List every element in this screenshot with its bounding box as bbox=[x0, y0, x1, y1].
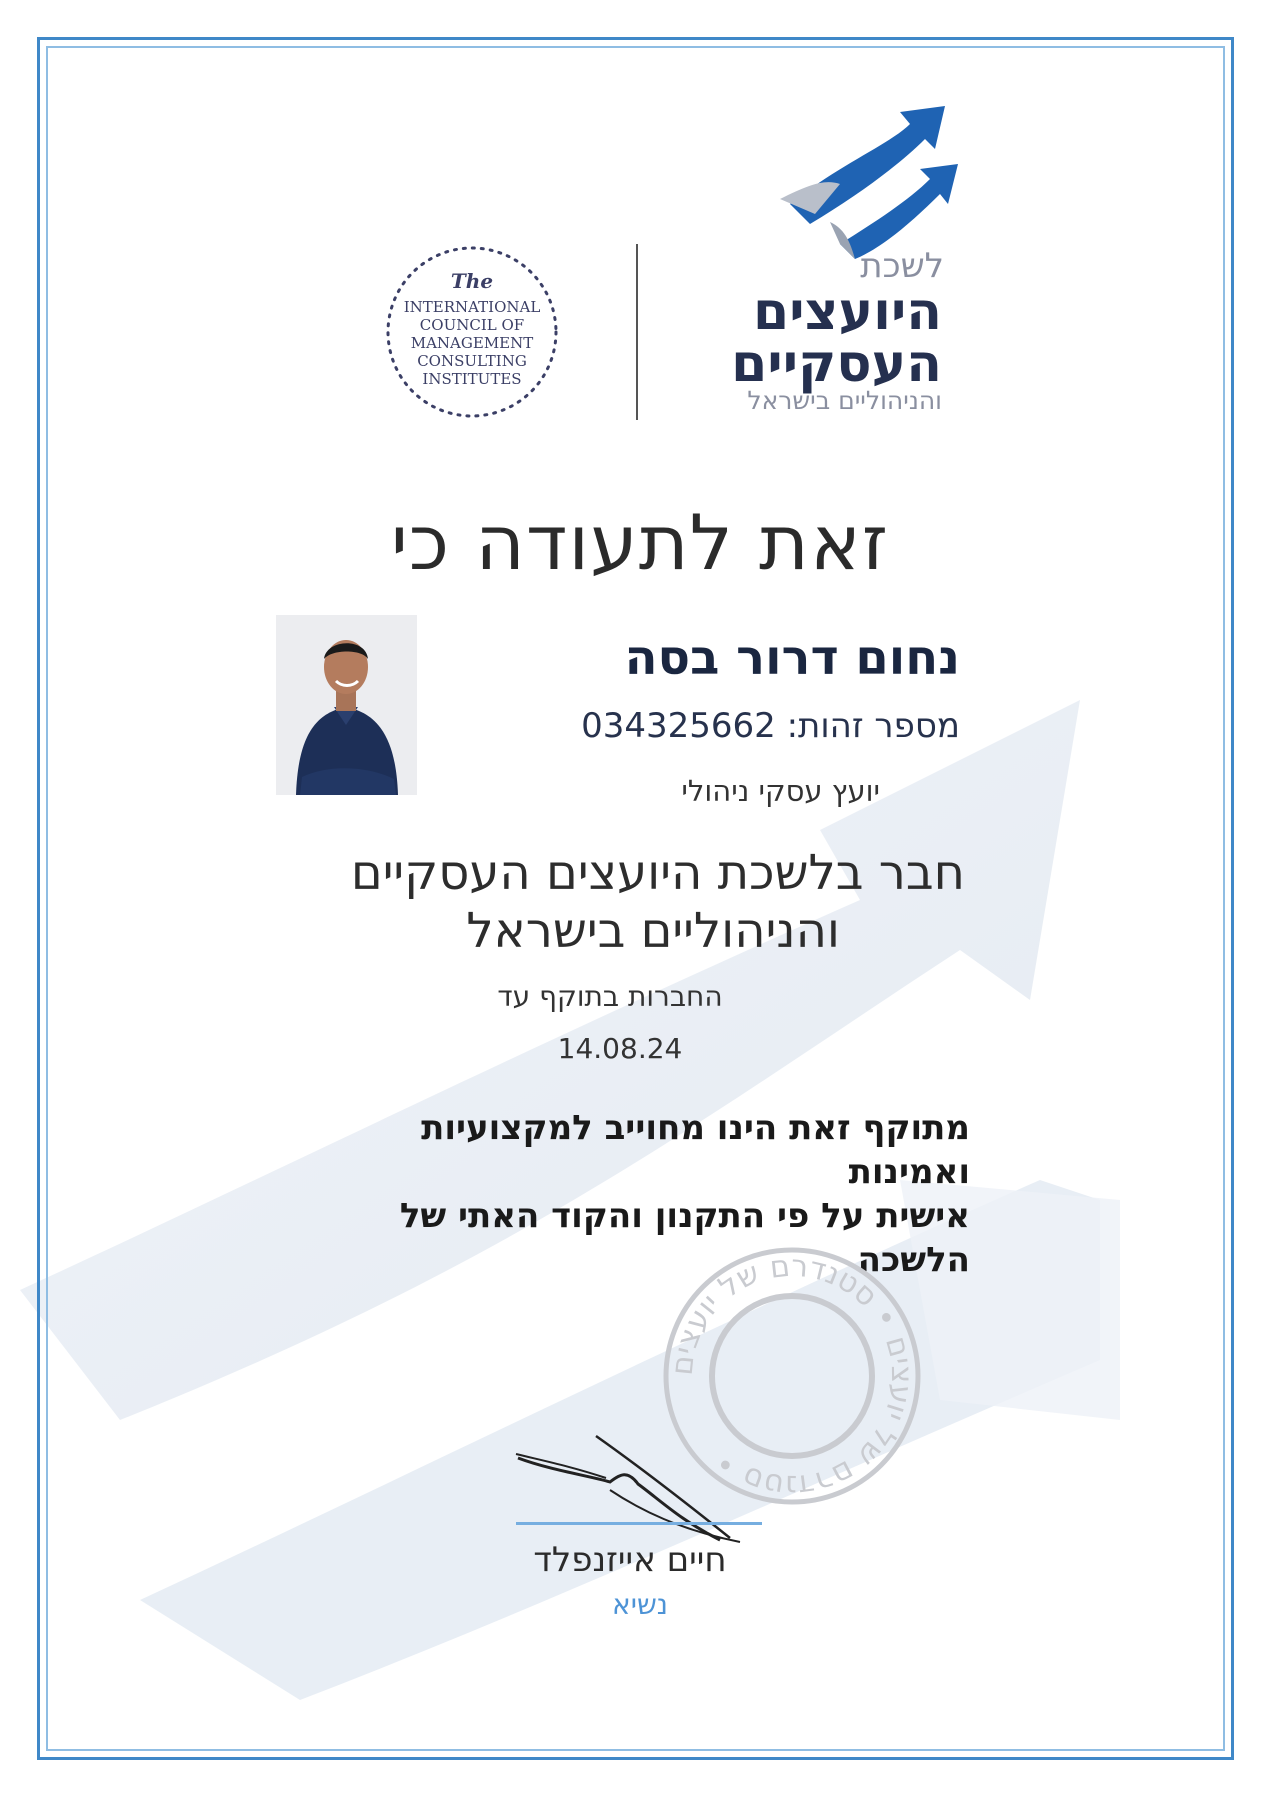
icmci-the-text: The bbox=[450, 269, 494, 293]
chamber-logo-line-4: והניהוליים בישראל bbox=[747, 386, 942, 415]
icmci-line-2: COUNCIL OF bbox=[419, 316, 525, 334]
id-number: 034325662 bbox=[581, 706, 776, 746]
icmci-line-4: CONSULTING bbox=[417, 352, 527, 370]
stamp-ring-text: סטנדרם של יועצים • סטנדרם של יועצים • bbox=[664, 1248, 920, 1504]
signature-line bbox=[516, 1522, 762, 1525]
icmci-seal-logo bbox=[382, 244, 562, 420]
membership-line-1: חבר בלשכת היועצים העסקיים bbox=[350, 845, 965, 901]
logo-divider bbox=[636, 244, 638, 420]
chamber-arrow-logo-icon bbox=[770, 104, 960, 264]
signature-scribble bbox=[510, 1430, 770, 1550]
chamber-logo-line-2: היועצים bbox=[753, 282, 942, 342]
commitment-line-1: מתוקף זאת הינו מחוייב למקצועיות ואמינות bbox=[421, 1108, 970, 1192]
icmci-line-3: MANAGEMENT bbox=[410, 334, 534, 352]
validity-date: 14.08.24 bbox=[557, 1032, 683, 1065]
member-name: נחום דרור בסה bbox=[624, 630, 960, 686]
membership-line-2: והניהוליים בישראל bbox=[466, 903, 840, 959]
member-photo bbox=[276, 615, 417, 795]
signer-name: חיים אייזנפלד bbox=[533, 1540, 727, 1580]
membership-statement bbox=[250, 844, 965, 960]
commitment-line-2: אישית על פי התקנון והקוד האתי של הלשכה bbox=[399, 1196, 970, 1280]
icmci-line-5: INSTITUTES bbox=[422, 370, 522, 388]
chamber-logo-line-1: לשכת bbox=[860, 246, 944, 286]
id-label: מספר זהות: bbox=[786, 706, 960, 746]
member-role: יועץ עסקי ניהולי bbox=[681, 774, 880, 808]
member-id-line bbox=[520, 706, 960, 746]
icmci-line-1: INTERNATIONAL bbox=[403, 298, 541, 316]
certificate-heading: זאת לתעודה כי bbox=[390, 498, 890, 587]
signer-title: נשיא bbox=[611, 1588, 669, 1621]
validity-label: החברות בתוקף עד bbox=[497, 980, 723, 1013]
chamber-logo-line-3: העסקיים bbox=[731, 334, 942, 394]
